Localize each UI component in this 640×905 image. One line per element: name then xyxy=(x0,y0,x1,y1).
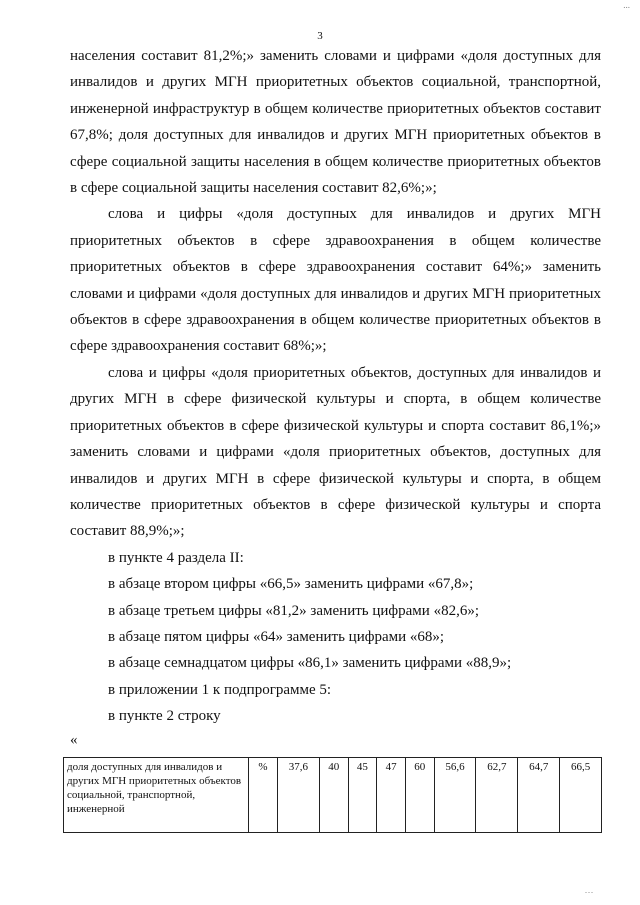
value-cell: 56,6 xyxy=(434,758,476,833)
indicator-table xyxy=(63,757,602,833)
line-paragraph-5: в абзаце пятом цифры «64» заменить цифрами «68»; xyxy=(108,628,445,645)
footer-mark: ... xyxy=(585,886,594,895)
table-row xyxy=(64,758,602,833)
value-cell: 40 xyxy=(319,758,348,833)
value-cell: 45 xyxy=(348,758,377,833)
open-quote-mark: « xyxy=(70,732,78,748)
page-number: 3 xyxy=(317,30,323,42)
line-point-4: в пункте 4 раздела II: xyxy=(108,549,244,566)
paragraph-sports: слова и цифры «доля приоритетных объектов, доступных для инвалидов и других МГН в сфере физической культуры и спорта, в общем количестве приоритетных объектов в сфере физической культуры и спорта составит 86,1%;» заменить словами и цифрами «доля приоритетных объектов, доступных для инвалидов и других МГН в сфере физической культуры и спорта, в общем количестве приоритетных объектов в сфере физической культуры и спорта составит 88,9%;»; xyxy=(70,364,601,540)
line-paragraph-3: в абзаце третьем цифры «81,2» заменить цифрами «82,6»; xyxy=(108,602,479,619)
line-appendix-1: в приложении 1 к подпрограмме 5: xyxy=(108,681,332,698)
line-paragraph-2: в абзаце втором цифры «66,5» заменить цифрами «67,8»; xyxy=(108,576,474,593)
indicator-cell: доля доступных для инвалидов и других МГН приоритетных объектов социальной, транспортной, инженерной xyxy=(64,758,249,833)
value-cell: 62,7 xyxy=(476,758,518,833)
value-cell: 37,6 xyxy=(278,758,320,833)
line-paragraph-17: в абзаце семнадцатом цифры «86,1» заменить цифрами «88,9»; xyxy=(108,655,512,672)
value-cell: 66,5 xyxy=(560,758,602,833)
unit-cell: % xyxy=(249,758,278,833)
value-cell: 64,7 xyxy=(518,758,560,833)
line-point-2-row: в пункте 2 строку xyxy=(108,708,221,725)
paragraph-healthcare: слова и цифры «доля доступных для инвалидов и других МГН приоритетных объектов в сфере здравоохранения в общем количестве приоритетных объектов в сфере здравоохранения составит 64%;» заменить словами и цифрами «доля доступных для инвалидов и других МГН приоритетных объектов в сфере здравоохранения в общем количестве приоритетных объектов в сфере здравоохранения составит 68%;»; xyxy=(70,206,601,355)
corner-mark: ... xyxy=(623,0,630,10)
paragraph-social-protection: населения составит 81,2%;» заменить словами и цифрами «доля доступных для инвалидов и других МГН приоритетных объектов социальной, транспортной, инженерной инфраструктур в общем количестве приоритетных объектов составит 67,8%; доля доступных для инвалидов и других МГН приоритетных объектов в сфере социальной защиты населения в общем количестве приоритетных объектов в сфере социальной защиты населения составит 82,6%;»; xyxy=(70,48,601,197)
document-body xyxy=(70,43,601,729)
value-cell: 47 xyxy=(377,758,406,833)
value-cell: 60 xyxy=(405,758,434,833)
